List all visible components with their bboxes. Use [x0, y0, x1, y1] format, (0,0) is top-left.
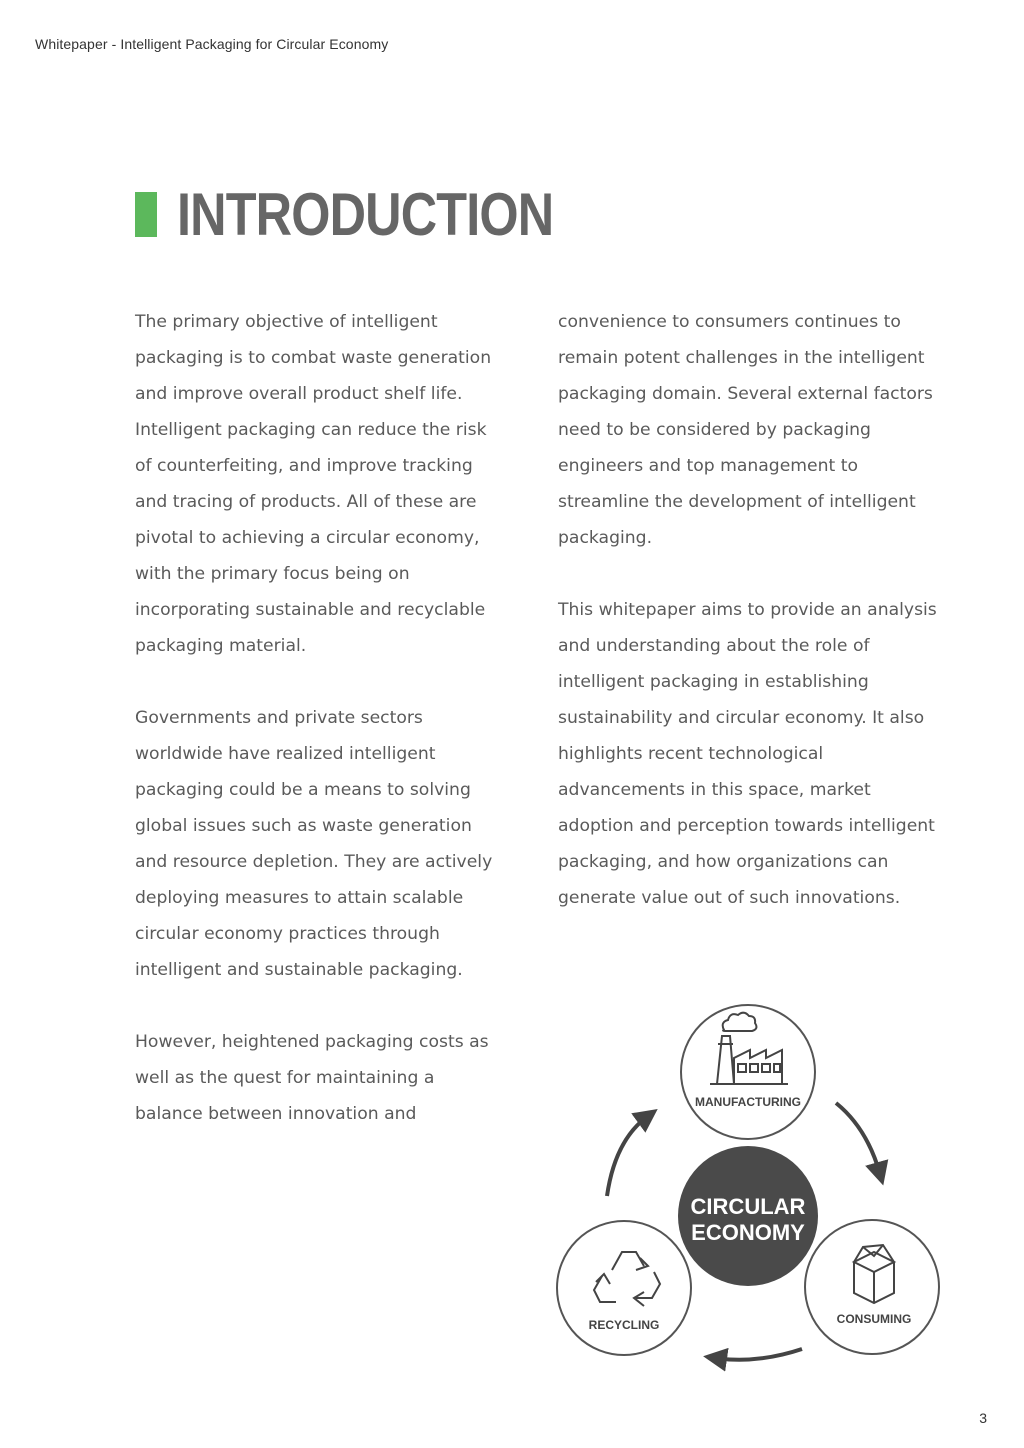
manufacturing-label: MANUFACTURING	[695, 1095, 801, 1109]
recycling-node	[557, 1221, 691, 1355]
page-number: 3	[979, 1410, 987, 1426]
title-accent-bar	[135, 192, 157, 237]
right-column	[558, 304, 948, 916]
arrow-consuming-to-recycling-icon	[715, 1349, 802, 1360]
page-title: INTRODUCTION	[177, 181, 554, 248]
running-header: Whitepaper - Intelligent Packaging for Circular Economy	[35, 36, 389, 52]
circular-economy-diagram	[552, 1000, 947, 1375]
consuming-label: CONSUMING	[836, 1312, 912, 1326]
paragraph: This whitepaper aims to provide an analysis and understanding about the role of intelligent packaging in establishing sustainability and circular economy. It also highlights recent technological advancements in this space, market adoption and perception towards intelligent packaging, and how organizations can generate value out of such innovations.	[558, 600, 937, 908]
recycling-label: RECYCLING	[588, 1318, 660, 1332]
arrow-manufacturing-to-consuming-icon	[836, 1103, 880, 1174]
center-node	[678, 1146, 818, 1286]
paragraph: Governments and private sectors worldwide have realized intelligent packaging could be a means to solving global issues such as waste generation and resource depletion. They are actively deploying measures to attain scalable circular economy practices through intelligent and sustainable packaging.	[135, 708, 493, 980]
arrow-recycling-to-manufacturing-icon	[607, 1116, 648, 1196]
paragraph: However, heightened packaging costs as well as the quest for maintaining a balance between innovation and	[135, 1032, 489, 1124]
left-column	[135, 304, 507, 1132]
center-label-line1: CIRCULAR	[690, 1194, 806, 1219]
center-label-line2: ECONOMY	[691, 1220, 805, 1245]
paragraph: The primary objective of intelligent packaging is to combat waste generation and improve overall product shelf life. Intelligent packaging can reduce the risk of counterfeiting, and improve tracking and tracing of products. All of these are pivotal to achieving a circular economy, with the primary focus being on incorporating sustainable and recyclable packaging material.	[135, 312, 492, 656]
manufacturing-node	[681, 1005, 815, 1139]
consuming-node	[805, 1220, 939, 1354]
paragraph: convenience to consumers continues to remain potent challenges in the intelligent packaging domain. Several external factors need to be considered by packaging engineers and top management to streamline the development of intelligent packaging.	[558, 312, 933, 548]
